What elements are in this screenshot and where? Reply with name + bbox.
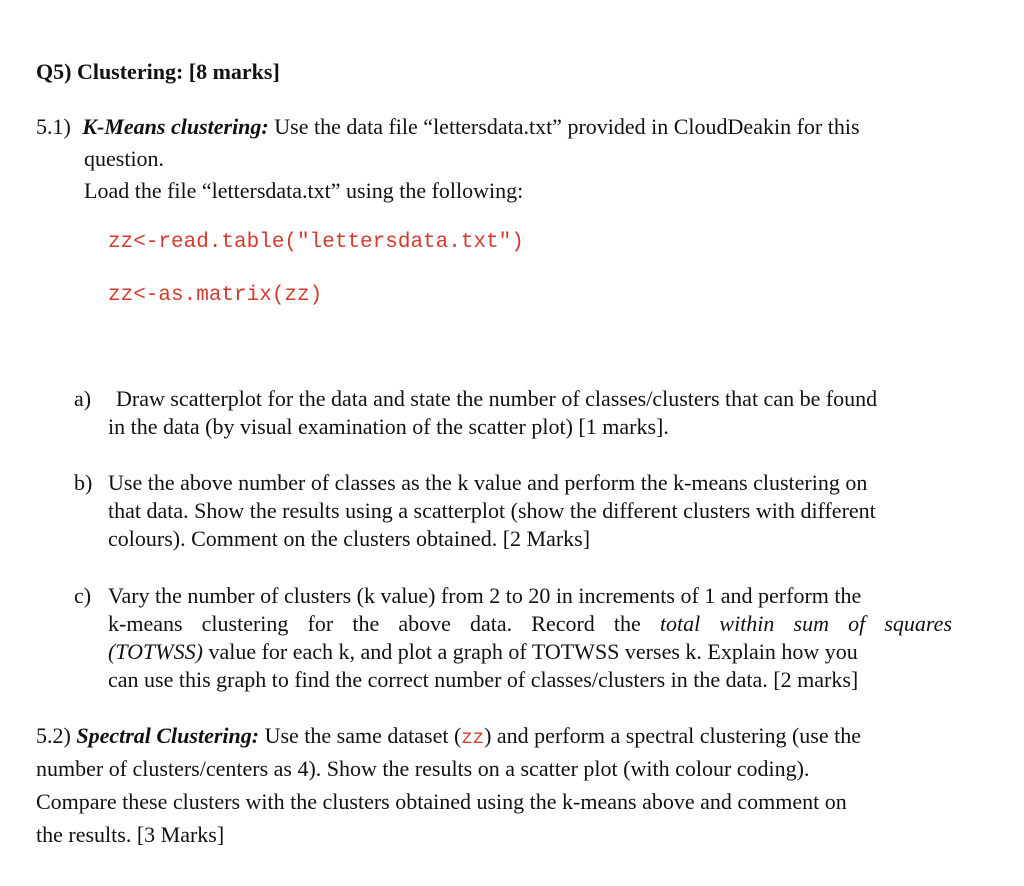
question-heading: Q5) Clustering: [8 marks] [36, 59, 280, 84]
code-read-table: zz<-read.table("lettersdata.txt") [108, 231, 524, 254]
item-b-label: b) [74, 470, 93, 495]
item-c-label: c) [74, 583, 92, 608]
section-5-2-dataset-code: zz [461, 727, 485, 749]
section-5-2-line-1 [36, 722, 861, 752]
section-5-2-intro-b: ) and perform a spectral clustering (use the [484, 723, 861, 748]
item-c-totwss-term: total within sum of squares [659, 611, 953, 636]
section-5-1-title: K-Means clustering: [82, 114, 269, 139]
section-5-1-intro: Use the data file “lettersdata.txt” provided in CloudDeakin for this [268, 114, 860, 139]
section-5-2-line-4: the results. [3 Marks] [36, 822, 225, 847]
item-c-line-3-text: value for each k, and plot a graph of TOTWSS verses k. Explain how you [202, 639, 858, 664]
section-5-2-line-3: Compare these clusters with the clusters obtained using the k-means above and comment on [36, 789, 847, 814]
section-5-2-intro-a: Use the same dataset ( [259, 723, 462, 748]
item-c-line-1: Vary the number of clusters (k value) from 2 to 20 in increments of 1 and perform the [108, 583, 862, 608]
item-b-line-3: colours). Comment on the clusters obtained. [2 Marks] [108, 526, 591, 551]
item-c-line-2 [108, 610, 952, 638]
item-a-label: a) [74, 386, 92, 411]
section-5-1-number: 5.1) [36, 114, 71, 139]
item-c-line-3 [108, 638, 858, 666]
item-c-line-4: can use this graph to find the correct number of classes/clusters in the data. [2 marks] [108, 667, 859, 692]
item-b-line-2: that data. Show the results using a scatterplot (show the different clusters with different [108, 498, 876, 523]
item-b-line-1: Use the above number of classes as the k value and perform the k-means clustering on [108, 470, 868, 495]
item-a-line-2: in the data (by visual examination of the scatter plot) [1 marks]. [108, 414, 669, 439]
section-5-1-line-2: question. [84, 146, 165, 171]
section-5-2-title: Spectral Clustering: [76, 723, 260, 748]
section-5-1-line-1 [36, 113, 860, 141]
section-5-1-load-instruction: Load the file “lettersdata.txt” using the following: [84, 178, 524, 203]
item-a-line-1: Draw scatterplot for the data and state the number of classes/clusters that can be found [116, 386, 878, 411]
section-5-2-line-2: number of clusters/centers as 4). Show the results on a scatter plot (with colour coding). [36, 756, 810, 781]
code-as-matrix: zz<-as.matrix(zz) [108, 284, 323, 307]
item-c-totwss-abbrev: (TOTWSS) [108, 639, 203, 664]
section-5-2-number: 5.2) [36, 723, 71, 748]
item-c-line-2-text: k-means clustering for the above data. Record the [108, 611, 660, 636]
